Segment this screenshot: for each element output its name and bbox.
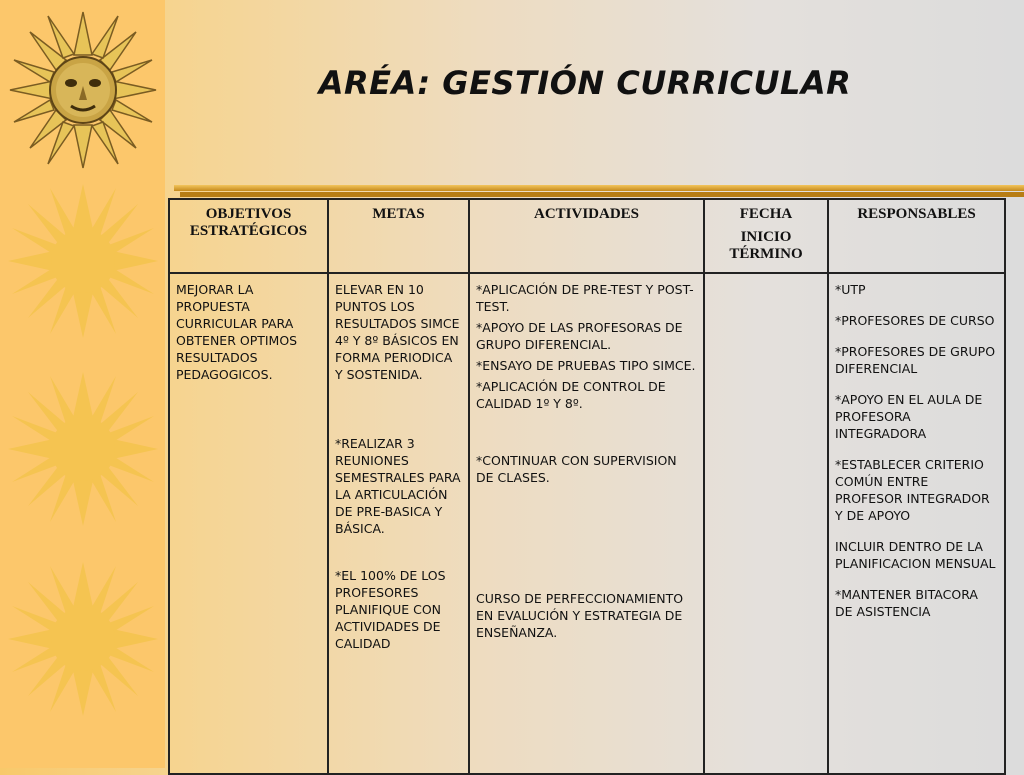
title-rule-shadow <box>180 192 1024 197</box>
cell-actividades <box>469 273 704 774</box>
curriculum-table <box>168 198 1006 775</box>
header-responsables: RESPONSABLES <box>828 199 1005 273</box>
responsable-item: *UTP <box>835 282 866 297</box>
responsable-item: *APOYO EN EL AULA DE PROFESORA INTEGRADORA <box>835 392 983 441</box>
meta-item: ELEVAR EN 10 PUNTOS LOS RESULTADOS SIMCE 4º Y 8º BÁSICOS EN FORMA PERIODICA Y SOSTENIDA. <box>335 282 460 382</box>
decorative-sidebar <box>0 0 165 768</box>
header-actividades: ACTIVIDADES <box>469 199 704 273</box>
header-fecha-line1: FECHA <box>739 206 793 222</box>
actividad-item: *CONTINUAR CON SUPERVISION DE CLASES. <box>476 453 677 485</box>
actividad-item: *ENSAYO DE PRUEBAS TIPO SIMCE. <box>476 358 696 373</box>
sun-icon <box>6 182 160 340</box>
responsable-item: *PROFESORES DE GRUPO DIFERENCIAL <box>835 344 996 376</box>
sun-face-icon <box>8 10 158 170</box>
responsable-item: *ESTABLECER CRITERIO COMÚN ENTRE PROFESOR INTEGRADOR Y DE APOYO <box>835 457 990 523</box>
table-header-row <box>169 199 1005 273</box>
actividad-item: *APLICACIÓN DE PRE-TEST Y POST-TEST. <box>476 282 694 314</box>
header-fecha-line2: INICIO TÉRMINO <box>729 229 803 262</box>
cell-metas <box>328 273 469 774</box>
title-rule <box>174 185 1024 191</box>
table-row <box>169 273 1005 774</box>
meta-item: *REALIZAR 3 REUNIONES SEMESTRALES PARA LA ARTICULACIÓN DE PRE-BASICA Y BÁSICA. <box>335 436 461 536</box>
actividad-item: *APOYO DE LAS PROFESORAS DE GRUPO DIFERENCIAL. <box>476 320 683 352</box>
header-metas: METAS <box>328 199 469 273</box>
actividad-item: CURSO DE PERFECCIONAMIENTO EN EVALUCIÓN Y ESTRATEGIA DE ENSEÑANZA. <box>476 591 684 640</box>
header-fecha <box>704 199 828 273</box>
responsable-item: INCLUIR DENTRO DE LA PLANIFICACION MENSUAL <box>835 539 996 571</box>
header-objetivos: OBJETIVOS ESTRATÉGICOS <box>169 199 328 273</box>
objetivo-text: MEJORAR LA PROPUESTA CURRICULAR PARA OBTENER OPTIMOS RESULTADOS PEDAGOGICOS. <box>176 282 298 382</box>
sun-icon <box>6 560 160 718</box>
slide-title: ARÉA: GESTIÓN CURRICULAR <box>318 64 852 102</box>
cell-fecha <box>704 273 828 774</box>
actividad-item: *APLICACIÓN DE CONTROL DE CALIDAD 1º Y 8º. <box>476 379 666 411</box>
cell-responsables <box>828 273 1005 774</box>
sun-icon <box>6 370 160 528</box>
meta-item: *EL 100% DE LOS PROFESORES PLANIFIQUE CON ACTIVIDADES DE CALIDAD <box>335 568 446 651</box>
cell-objetivo <box>169 273 328 774</box>
responsable-item: *PROFESORES DE CURSO <box>835 313 995 328</box>
responsable-item: *MANTENER BITACORA DE ASISTENCIA <box>835 587 978 619</box>
